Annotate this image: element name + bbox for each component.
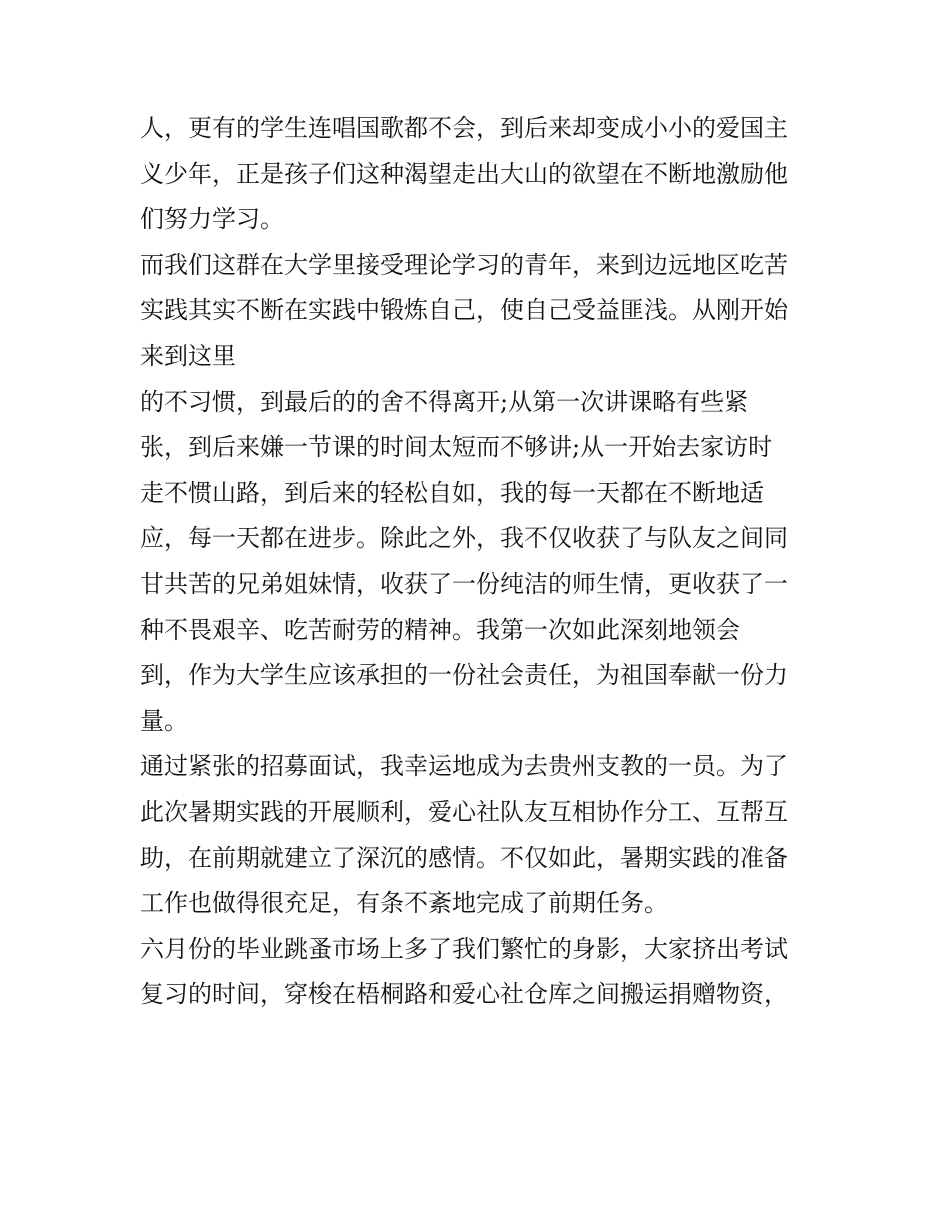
text-line-2: 义少年，正是孩子们这种渴望走出大山的欲望在不断地激励他 [140, 159, 788, 188]
text-line-11: 甘共苦的兄弟姐妹情，收获了一份纯洁的师生情，更收获了一 [140, 569, 788, 598]
text-line-19: 六月份的毕业跳蚤市场上多了我们繁忙的身影，大家挤出考试 [140, 934, 788, 963]
text-line-6: 来到这里 [140, 341, 236, 370]
text-line-15: 通过紧张的招募面试，我幸运地成为去贵州支教的一员。为了 [140, 752, 788, 781]
text-line-10: 应，每一天都在进步。除此之外，我不仅收获了与队友之间同 [140, 524, 788, 553]
text-line-16: 此次暑期实践的开展顺利，爱心社队友互相协作分工、互帮互 [140, 797, 788, 826]
text-line-9: 走不惯山路，到后来的轻松自如，我的每一天都在不断地适 [140, 478, 764, 507]
text-line-3: 们努力学习。 [140, 205, 284, 234]
text-line-5: 实践其实不断在实践中锻炼自己，使自己受益匪浅。从刚开始 [140, 296, 788, 325]
text-line-1: 人，更有的学生连唱国歌都不会，到后来却变成小小的爱国主 [140, 114, 788, 142]
text-line-17: 助，在前期就建立了深沉的感情。不仅如此，暑期实践的准备 [140, 843, 788, 872]
text-line-20: 复习的时间，穿梭在梧桐路和爱心社仓库之间搬运捐赠物资， [140, 980, 788, 1009]
document-body [140, 106, 830, 1018]
text-line-13: 到，作为大学生应该承担的一份社会责任，为祖国奉献一份力 [140, 661, 788, 690]
text-line-7: 的不习惯，到最后的的舍不得离开;从第一次讲课略有些紧 [140, 387, 749, 416]
text-line-12: 种不畏艰辛、吃苦耐劳的精神。我第一次如此深刻地领会 [140, 615, 740, 644]
text-line-14: 量。 [140, 706, 188, 735]
text-line-8: 张，到后来嫌一节课的时间太短而不够讲;从一开始去家访时 [140, 433, 773, 462]
text-line-18: 工作也做得很充足，有条不紊地完成了前期任务。 [140, 889, 668, 918]
text-line-4: 而我们这群在大学里接受理论学习的青年，来到边远地区吃苦 [140, 250, 788, 279]
